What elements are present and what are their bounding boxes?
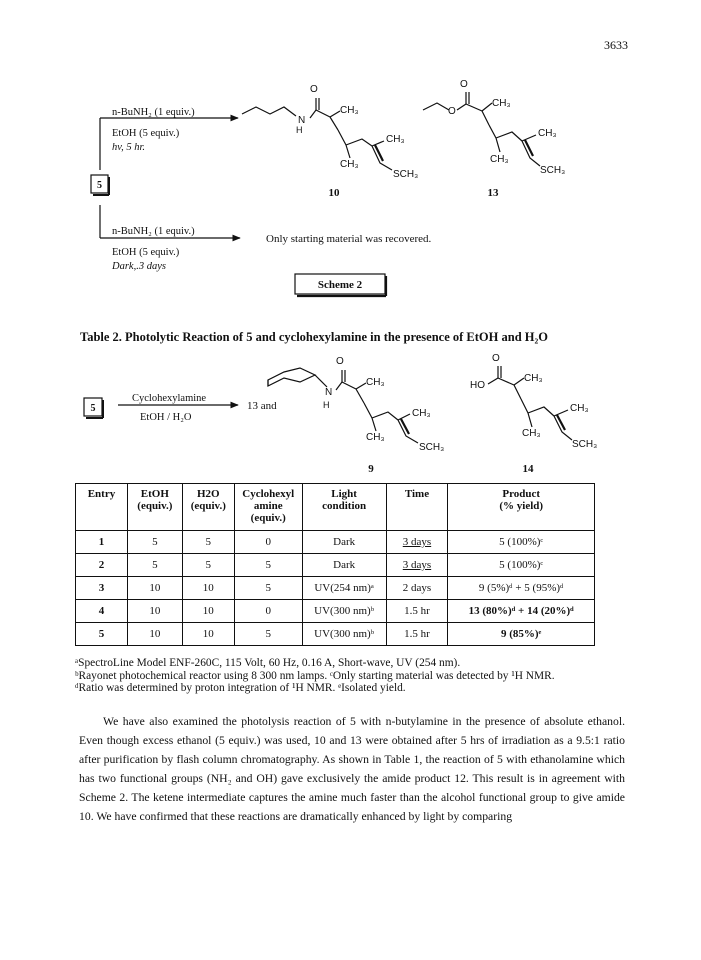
table-middle-text: 13 and [247, 400, 277, 412]
cell-time: 1.5 hr [386, 623, 448, 646]
sch3-10: SCH₃ [393, 169, 419, 180]
compound-10-structure [242, 84, 418, 180]
carbonyl-o-13: O [460, 79, 468, 90]
cell-h2o: 10 [182, 623, 234, 646]
header-light: Light condition [302, 484, 386, 531]
ch3-b-9: CH₃ [412, 408, 431, 419]
bottom-result-text: Only starting material was recovered. [266, 233, 432, 245]
cell-product: 13 (80%)ᵈ + 14 (20%)ᵈ [448, 600, 595, 623]
hydroxyl-ho-14: HO [470, 380, 485, 391]
table-compound-5-label: 5 [90, 403, 96, 414]
footnote-b-c: ᵇRayonet photochemical reactor using 8 300 nm lamps. ᶜOnly starting material was detected by ¹H NMR. [75, 669, 555, 682]
compound-13-structure [423, 79, 565, 176]
cell-amine: 5 [234, 577, 302, 600]
scheme-2-figure [0, 0, 701, 320]
cell-product: 9 (5%)ᵈ + 5 (95%)ᵈ [448, 577, 595, 600]
cell-light: UV(300 nm)ᵇ [302, 623, 386, 646]
header-entry: Entry [76, 484, 128, 531]
ch3-a-14: CH₃ [524, 373, 543, 384]
cell-light: UV(254 nm)ᵃ [302, 577, 386, 600]
amide-n-10: N [298, 115, 306, 126]
header-time: Time [386, 484, 448, 531]
amide-h-10: H [296, 125, 303, 135]
cell-amine: 0 [234, 600, 302, 623]
ch3-c-10: CH₃ [340, 159, 359, 170]
cell-etoh: 10 [127, 577, 182, 600]
cell-time: 3 days [386, 531, 448, 554]
cell-product: 5 (100%)ᶜ [448, 554, 595, 577]
cell-etoh: 10 [127, 600, 182, 623]
ch3-c-9: CH₃ [366, 432, 385, 443]
ch3-b-10: CH₃ [386, 134, 405, 145]
table-row [76, 577, 595, 600]
compound-5-label: 5 [97, 180, 102, 191]
table-2-footnotes [75, 657, 555, 695]
ch3-b-13: CH₃ [538, 128, 557, 139]
cell-entry: 1 [76, 531, 128, 554]
table-row [76, 554, 595, 577]
cell-entry: 4 [76, 600, 128, 623]
body-paragraph: We have also examined the photolysis reaction of 5 with n-butylamine in the presence of absolute ethanol. Even though excess ethanol (5 equiv.) was used, 10 and 13 were obtained after 5 hrs of irradiation as a 9.5:1 ratio after purification by flash column chromatography. As shown in Table 1, the reaction of 5 with ethanolamine which has two functional groups (NH₂ and OH) gave exclusively the amide product 12. This result is in agreement with Scheme 2. The ketene intermediate captures the amine much faster than the alcohol functional group to give amide 10. We have confirmed that these reactions are dramatically enhanced by light by comparing [79, 715, 625, 823]
cell-entry: 5 [76, 623, 128, 646]
cell-etoh: 5 [127, 531, 182, 554]
table-2 [75, 483, 595, 646]
compound-13-label: 13 [487, 187, 499, 199]
cell-product: 5 (100%)ᶜ [448, 531, 595, 554]
table-row [76, 623, 595, 646]
amide-n-9: N [325, 387, 333, 398]
amide-h-9: H [323, 400, 330, 410]
cell-entry: 2 [76, 554, 128, 577]
header-h2o: H2O (equiv.) [182, 484, 234, 531]
compound-14-label: 14 [522, 463, 534, 475]
cell-time: 3 days [386, 554, 448, 577]
cell-h2o: 5 [182, 554, 234, 577]
header-etoh: EtOH (equiv.) [127, 484, 182, 531]
bottom-reagent-amine: n-BuNH₂ (1 equiv.) [112, 226, 195, 237]
top-reagent-light: hv, 5 hr. [112, 142, 146, 153]
cell-product: 9 (85%)ᵉ [448, 623, 595, 646]
ch3-c-13: CH₃ [490, 154, 509, 165]
ester-o-13: O [448, 106, 456, 117]
cell-etoh: 10 [127, 623, 182, 646]
compound-9-structure [268, 356, 444, 453]
sch3-13: SCH₃ [540, 165, 566, 176]
compound-9-label: 9 [368, 463, 374, 475]
ch3-b-14: CH₃ [570, 403, 589, 414]
cell-light: UV(300 nm)ᵇ [302, 600, 386, 623]
carbonyl-o-10: O [310, 84, 318, 95]
cell-etoh: 5 [127, 554, 182, 577]
compound-5-box [91, 175, 109, 195]
top-reagent-ethanol: EtOH (5 equiv.) [112, 128, 180, 139]
carbonyl-o-14: O [492, 353, 500, 364]
compound-14-structure [470, 353, 597, 450]
table-reagent-cyclohexylamine: Cyclohexylamine [132, 393, 207, 404]
bottom-reagent-ethanol: EtOH (5 equiv.) [112, 247, 180, 258]
ch3-c-14: CH₃ [522, 428, 541, 439]
ch3-a-9: CH₃ [366, 377, 385, 388]
bottom-reagent-dark: Dark,.3 days [112, 261, 166, 272]
cell-light: Dark [302, 554, 386, 577]
scheme-2-title: Scheme 2 [317, 279, 363, 291]
ch3-a-10: CH₃ [340, 105, 359, 116]
sch3-9: SCH₃ [419, 442, 445, 453]
footnote-a: ᵃSpectroLine Model ENF-260C, 115 Volt, 60 Hz, 0.16 A, Short-wave, UV (254 nm). [75, 657, 461, 669]
cell-light: Dark [302, 531, 386, 554]
top-reagent-amine: n-BuNH₂ (1 equiv.) [112, 107, 195, 118]
page-number: 3633 [604, 38, 628, 52]
cell-h2o: 10 [182, 577, 234, 600]
table-header-row [76, 484, 595, 531]
header-product: Product (% yield) [448, 484, 595, 531]
footnote-d-e: ᵈRatio was determined by proton integration of ¹H NMR. ᵉIsolated yield. [75, 682, 406, 694]
ch3-a-13: CH₃ [492, 98, 511, 109]
table-2-caption: Table 2. Photolytic Reaction of 5 and cyclohexylamine in the presence of EtOH and H₂O [80, 330, 548, 344]
header-cyclohexylamine: Cyclohexyl amine (equiv.) [234, 484, 302, 531]
cell-amine: 5 [234, 554, 302, 577]
cell-time: 2 days [386, 577, 448, 600]
cell-amine: 5 [234, 623, 302, 646]
sch3-14: SCH₃ [572, 439, 598, 450]
cell-entry: 3 [76, 577, 128, 600]
cell-h2o: 10 [182, 600, 234, 623]
cell-time: 1.5 hr [386, 600, 448, 623]
table-row [76, 531, 595, 554]
table-reagent-solvent: EtOH / H₂O [140, 412, 192, 423]
cell-amine: 0 [234, 531, 302, 554]
table-2-reaction-figure [0, 350, 701, 480]
carbonyl-o-9: O [336, 356, 344, 367]
scheme-2-title-box [295, 274, 386, 296]
compound-10-label: 10 [328, 187, 340, 199]
cell-h2o: 5 [182, 531, 234, 554]
table-row [76, 600, 595, 623]
table-compound-5-box [84, 398, 103, 418]
